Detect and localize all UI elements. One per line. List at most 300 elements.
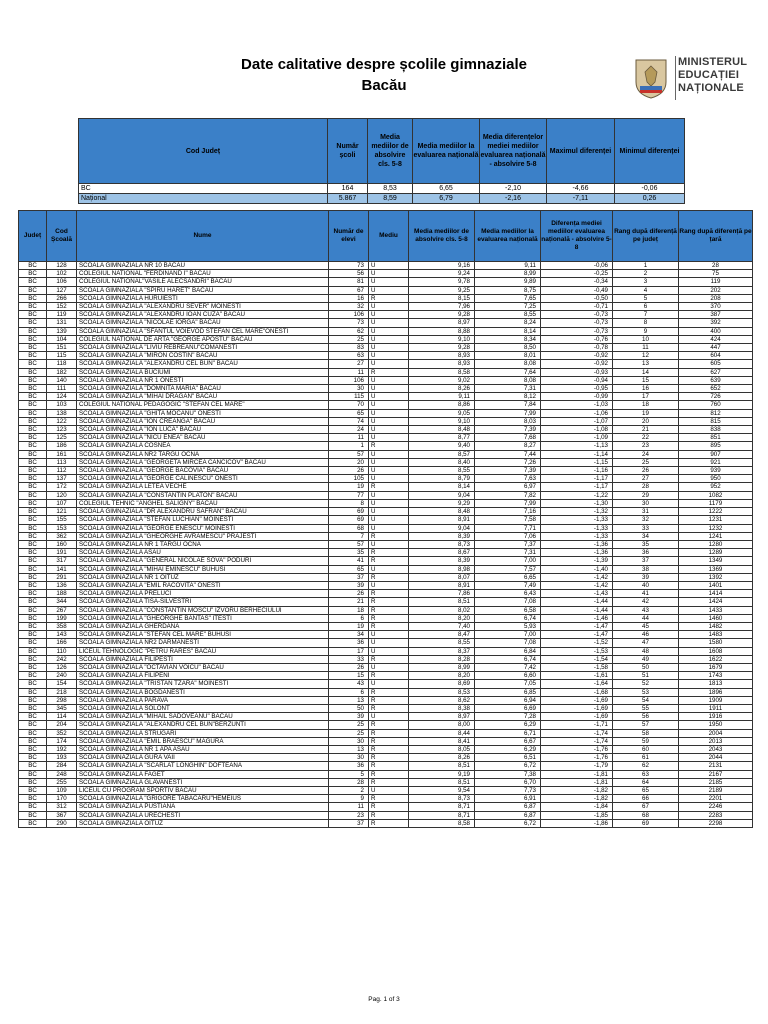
table-cell: 11 [329, 803, 369, 811]
table-cell: 370 [679, 303, 753, 311]
table-cell: 9,02 [409, 376, 475, 384]
table-cell: 8,91 [409, 581, 475, 589]
table-cell: 7,63 [475, 475, 541, 483]
table-cell: 27 [613, 475, 679, 483]
table-cell: -1,33 [541, 532, 613, 540]
table-header-cell: Nume [77, 211, 329, 262]
table-cell: SCOALA GIMNAZIALA "SFANTUL VOIEVOD STEFAN CEL MARE"ONESTI [77, 327, 329, 335]
table-cell: 6 [329, 614, 369, 622]
summary-cell: 6,65 [413, 184, 480, 194]
table-cell: U [369, 327, 409, 335]
table-cell: COLEGIUL NATIONAL"VASILE ALECSANDRI" BACAU [77, 278, 329, 286]
table-cell: 6,71 [475, 729, 541, 737]
table-cell: -1,69 [541, 713, 613, 721]
table-cell: SCOALA GIMNAZIALA NR 1 OITUZ [77, 573, 329, 581]
table-cell: BC [19, 549, 47, 557]
table-cell: BC [19, 622, 47, 630]
table-cell: 131 [47, 319, 77, 327]
table-cell: 7,16 [475, 508, 541, 516]
table-cell: BC [19, 631, 47, 639]
table-cell: 45 [613, 622, 679, 630]
table-cell: BC [19, 499, 47, 507]
table-cell: 103 [47, 401, 77, 409]
table-cell: 5,93 [475, 622, 541, 630]
table-cell: BC [19, 819, 47, 827]
table-cell: 8 [613, 319, 679, 327]
table-row [19, 458, 753, 466]
table-cell: 8,75 [475, 286, 541, 294]
table-cell: 62 [613, 762, 679, 770]
table-row [19, 327, 753, 335]
summary-header-cell: Minimul diferenței [615, 119, 685, 184]
table-cell: 1813 [679, 680, 753, 688]
table-cell: 1483 [679, 631, 753, 639]
table-cell: 26 [329, 590, 369, 598]
table-cell: 8,01 [475, 352, 541, 360]
table-cell: 38 [613, 565, 679, 573]
table-cell: -0,73 [541, 319, 613, 327]
table-cell: SCOALA GIMNAZIALA "LIVIU REBREANU"COMANESTI [77, 344, 329, 352]
table-cell: -1,17 [541, 483, 613, 491]
table-cell: 111 [47, 385, 77, 393]
table-cell: 106 [329, 311, 369, 319]
table-cell: 63 [613, 770, 679, 778]
table-cell: 8,55 [409, 467, 475, 475]
table-cell: -1,15 [541, 458, 613, 466]
table-cell: 344 [47, 598, 77, 606]
table-cell: 49 [613, 655, 679, 663]
table-cell: BC [19, 811, 47, 819]
table-cell: 106 [47, 278, 77, 286]
table-cell: 7,71 [475, 524, 541, 532]
table-cell: SCOALA GIMNAZIALA "GENERAL NICOLAE SOVA" PODURI [77, 557, 329, 565]
table-row [19, 376, 753, 384]
table-cell: 199 [47, 614, 77, 622]
table-cell: 7 [613, 311, 679, 319]
summary-header-cell: Media diferențelor mediei mediilor evaluarea națională - absolvire 5-8 [480, 119, 547, 184]
table-cell: 2131 [679, 762, 753, 770]
table-cell: 113 [47, 458, 77, 466]
table-cell: SCOALA GIMNAZIALA OITUZ [77, 819, 329, 827]
table-cell: 1608 [679, 647, 753, 655]
table-cell: U [369, 303, 409, 311]
table-cell: 63 [329, 352, 369, 360]
table-cell: 170 [47, 795, 77, 803]
table-cell: 1392 [679, 573, 753, 581]
table-cell: 9 [613, 327, 679, 335]
table-cell: 46 [613, 631, 679, 639]
table-cell: -0,25 [541, 270, 613, 278]
table-cell: 8,91 [409, 516, 475, 524]
table-cell: 204 [47, 721, 77, 729]
table-cell: 43 [613, 606, 679, 614]
table-cell: 1179 [679, 499, 753, 507]
table-row [19, 516, 753, 524]
table-cell: 33 [329, 655, 369, 663]
table-cell: U [369, 787, 409, 795]
table-cell: SCOALA GIMNAZIALA "GHITA MOCANU" ONESTI [77, 409, 329, 417]
table-cell: 7,05 [475, 680, 541, 688]
table-cell: R [369, 762, 409, 770]
table-cell: 16 [613, 385, 679, 393]
table-row [19, 499, 753, 507]
table-cell: 1231 [679, 516, 753, 524]
table-cell: 48 [613, 647, 679, 655]
table-cell: -1,47 [541, 631, 613, 639]
table-cell: 39 [329, 713, 369, 721]
table-cell: 9,04 [409, 524, 475, 532]
table-cell: 143 [47, 631, 77, 639]
table-cell: U [369, 262, 409, 270]
schools-table [18, 210, 753, 828]
table-header-cell: Media mediilor la evaluarea națională [475, 211, 541, 262]
table-cell: 30 [329, 385, 369, 393]
table-cell: 7,08 [475, 598, 541, 606]
table-cell: 9,11 [409, 393, 475, 401]
table-row [19, 745, 753, 753]
table-cell: 8 [329, 499, 369, 507]
table-row [19, 352, 753, 360]
table-cell: 208 [679, 294, 753, 302]
table-cell: 8,99 [475, 270, 541, 278]
table-cell: -1,76 [541, 754, 613, 762]
table-cell: 202 [679, 286, 753, 294]
summary-cell: 5.867 [328, 194, 368, 204]
table-cell: -1,68 [541, 688, 613, 696]
table-cell: SCOALA GIMNAZIALA BOGDANESTI [77, 688, 329, 696]
table-row [19, 303, 753, 311]
table-header-cell: Diferența mediei mediilor evaluarea națională - absolvire 5-8 [541, 211, 613, 262]
table-cell: 57 [329, 540, 369, 548]
table-cell: R [369, 573, 409, 581]
table-cell: BC [19, 475, 47, 483]
table-row [19, 491, 753, 499]
table-cell: -1,79 [541, 762, 613, 770]
table-cell: -1,44 [541, 606, 613, 614]
table-cell: U [369, 319, 409, 327]
table-row [19, 729, 753, 737]
table-cell: BC [19, 655, 47, 663]
table-cell: 17 [613, 393, 679, 401]
table-cell: 8,69 [409, 680, 475, 688]
table-cell: 32 [329, 303, 369, 311]
table-cell: 7,08 [475, 639, 541, 647]
table-cell: -1,17 [541, 475, 613, 483]
table-row [19, 417, 753, 425]
table-cell: 8,58 [409, 368, 475, 376]
table-cell: BC [19, 778, 47, 786]
table-cell: 6,43 [475, 590, 541, 598]
table-cell: 13 [613, 360, 679, 368]
table-cell: 367 [47, 811, 77, 819]
table-cell: R [369, 819, 409, 827]
table-cell: 9,28 [409, 311, 475, 319]
table-cell: 36 [329, 639, 369, 647]
table-cell: 26 [329, 663, 369, 671]
table-cell: 8,07 [409, 573, 475, 581]
table-cell: U [369, 631, 409, 639]
table-cell: R [369, 737, 409, 745]
table-cell: BC [19, 426, 47, 434]
table-cell: BC [19, 573, 47, 581]
table-cell: -1,42 [541, 581, 613, 589]
table-cell: BC [19, 360, 47, 368]
table-row [19, 795, 753, 803]
table-cell: 8,55 [475, 311, 541, 319]
table-cell: SCOALA GIMNAZIALA "GEORGE BACOVIA" BACAU [77, 467, 329, 475]
table-row [19, 803, 753, 811]
table-cell: SCOALA GIMNAZIALA URECHESTI [77, 811, 329, 819]
table-cell: R [369, 770, 409, 778]
table-cell: 6,91 [475, 795, 541, 803]
table-cell: BC [19, 483, 47, 491]
table-cell: 291 [47, 573, 77, 581]
summary-header-cell: Maximul diferenței [547, 119, 615, 184]
table-cell: 345 [47, 704, 77, 712]
table-cell: 126 [47, 663, 77, 671]
table-cell: R [369, 294, 409, 302]
table-cell: 7,31 [475, 549, 541, 557]
table-cell: SCOALA GIMNAZIALA "STEFAN LUCHIAN" MOINESTI [77, 516, 329, 524]
table-row [19, 335, 753, 343]
table-cell: 61 [613, 754, 679, 762]
table-cell: -1,74 [541, 729, 613, 737]
table-cell: U [369, 491, 409, 499]
table-row [19, 286, 753, 294]
table-cell: U [369, 639, 409, 647]
table-row [19, 368, 753, 376]
summary-cell: 8,59 [368, 194, 413, 204]
table-cell: 30 [329, 737, 369, 745]
table-cell: R [369, 614, 409, 622]
table-cell: SCOALA GIMNAZIALA "GHEORGHE AVRAMESCU" PRAJESTI [77, 532, 329, 540]
table-cell: 8,39 [409, 532, 475, 540]
table-cell: BC [19, 294, 47, 302]
table-cell: 4 [613, 286, 679, 294]
table-cell: 105 [329, 475, 369, 483]
table-cell: SCOALA GIMNAZIALA NR 1 ONESTI [77, 376, 329, 384]
table-cell: BC [19, 376, 47, 384]
table-row [19, 311, 753, 319]
table-cell: 32 [613, 516, 679, 524]
table-cell: 140 [47, 376, 77, 384]
table-cell: SCOALA GIMNAZIALA COSNEA [77, 442, 329, 450]
table-cell: 1414 [679, 590, 753, 598]
table-cell: 6 [329, 688, 369, 696]
table-cell: 7,58 [475, 516, 541, 524]
table-cell: 9,16 [409, 262, 475, 270]
table-cell: 31 [613, 508, 679, 516]
table-cell: BC [19, 540, 47, 548]
table-cell: SCOALA GIMNAZIALA "ION CREANGA" BACAU [77, 417, 329, 425]
table-cell: BC [19, 606, 47, 614]
table-cell: SCOALA GIMNAZIALA PUSTIANA [77, 803, 329, 811]
table-cell: 7,68 [475, 434, 541, 442]
table-cell: SCOALA GIMNAZIALA "GRIGORE TABACARU"HEMEIUS [77, 795, 329, 803]
table-cell: -1,71 [541, 721, 613, 729]
table-cell: -0,34 [541, 278, 613, 286]
table-cell: 7,86 [409, 590, 475, 598]
table-cell: 13 [329, 696, 369, 704]
summary-table [78, 118, 685, 204]
table-cell: 760 [679, 401, 753, 409]
table-cell: 8,27 [475, 442, 541, 450]
table-cell: 726 [679, 393, 753, 401]
table-row [19, 647, 753, 655]
table-cell: 174 [47, 737, 77, 745]
table-cell: 8,73 [409, 795, 475, 803]
table-cell: SCOALA GIMNAZIALA "GEORGE ENESCU" MOINESTI [77, 524, 329, 532]
table-cell: 52 [613, 680, 679, 688]
table-cell: -1,08 [541, 426, 613, 434]
table-cell: 312 [47, 803, 77, 811]
table-row [19, 540, 753, 548]
table-cell: BC [19, 270, 47, 278]
table-cell: 2185 [679, 778, 753, 786]
table-cell: -1,64 [541, 680, 613, 688]
table-cell: BC [19, 319, 47, 327]
table-cell: 20 [613, 417, 679, 425]
table-cell: 652 [679, 385, 753, 393]
table-cell: -1,33 [541, 516, 613, 524]
table-cell: 352 [47, 729, 77, 737]
table-cell: 66 [613, 795, 679, 803]
table-cell: SCOALA GIMNAZIALA NR 1 TARGU OCNA [77, 540, 329, 548]
table-cell: -1,76 [541, 745, 613, 753]
table-row [19, 401, 753, 409]
table-cell: U [369, 311, 409, 319]
table-row [19, 778, 753, 786]
table-cell: SCOALA GIMNAZIALA FILIPESTI [77, 655, 329, 663]
table-cell: 851 [679, 434, 753, 442]
table-cell: 2 [329, 787, 369, 795]
table-cell: 62 [329, 327, 369, 335]
summary-cell: 0,26 [615, 194, 685, 204]
table-cell: 7,64 [475, 368, 541, 376]
summary-cell: 164 [328, 184, 368, 194]
table-cell: -0,73 [541, 327, 613, 335]
table-cell: 8,28 [409, 655, 475, 663]
table-row [19, 631, 753, 639]
table-cell: 191 [47, 549, 77, 557]
table-cell: 151 [47, 344, 77, 352]
table-cell: BC [19, 327, 47, 335]
table-cell: U [369, 647, 409, 655]
table-cell: 118 [47, 360, 77, 368]
table-cell: 188 [47, 590, 77, 598]
table-row [19, 713, 753, 721]
table-row [19, 409, 753, 417]
table-cell: 8,48 [409, 508, 475, 516]
table-cell: 8,20 [409, 614, 475, 622]
table-cell: 6,94 [475, 696, 541, 704]
table-cell: 267 [47, 606, 77, 614]
table-cell: 1280 [679, 540, 753, 548]
table-cell: 8,24 [475, 319, 541, 327]
table-cell: 18 [613, 401, 679, 409]
table-cell: 13 [329, 745, 369, 753]
table-cell: 8,98 [409, 565, 475, 573]
table-cell: 815 [679, 417, 753, 425]
table-cell: 266 [47, 294, 77, 302]
table-cell: 57 [329, 450, 369, 458]
table-cell: BC [19, 688, 47, 696]
table-cell: 6,67 [475, 737, 541, 745]
table-cell: 2167 [679, 770, 753, 778]
table-cell: BC [19, 524, 47, 532]
table-cell: 50 [613, 663, 679, 671]
table-cell: U [369, 385, 409, 393]
table-cell: 51 [613, 672, 679, 680]
table-cell: 6 [613, 303, 679, 311]
page-number: Pag. 1 of 3 [368, 996, 400, 1003]
table-cell: SCOALA GIMNAZIALA "ION LUCA" BACAU [77, 426, 329, 434]
table-cell: U [369, 581, 409, 589]
table-cell: BC [19, 557, 47, 565]
table-cell: 75 [679, 270, 753, 278]
table-cell: 141 [47, 565, 77, 573]
table-cell: 9,28 [409, 344, 475, 352]
table-cell: SCOALA GIMNAZIALA "ALEXANDRU SEVER" MOINESTI [77, 303, 329, 311]
table-cell: 30 [613, 499, 679, 507]
table-cell: 6,70 [475, 778, 541, 786]
table-cell: 77 [329, 491, 369, 499]
table-cell: 7,99 [475, 409, 541, 417]
table-cell: -1,53 [541, 647, 613, 655]
table-cell: 192 [47, 745, 77, 753]
table-cell: 81 [329, 278, 369, 286]
table-cell: 2283 [679, 811, 753, 819]
table-cell: 9,05 [409, 409, 475, 417]
table-cell: 53 [613, 688, 679, 696]
table-cell: BC [19, 278, 47, 286]
table-cell: 69 [329, 516, 369, 524]
table-row [19, 581, 753, 589]
table-cell: 58 [613, 729, 679, 737]
table-cell: 127 [47, 286, 77, 294]
table-cell: U [369, 516, 409, 524]
table-cell: 139 [47, 327, 77, 335]
table-cell: 43 [329, 680, 369, 688]
table-cell: 14 [613, 368, 679, 376]
table-cell: 2298 [679, 819, 753, 827]
table-cell: LICEUL TEHNOLOGIC "PETRU RARES" BACAU [77, 647, 329, 655]
summary-cell: -7,11 [547, 194, 615, 204]
table-header-cell: Rang după diferență pe țară [679, 211, 753, 262]
table-cell: -0,50 [541, 294, 613, 302]
table-cell: 317 [47, 557, 77, 565]
table-cell: 7,84 [475, 401, 541, 409]
table-cell: 2043 [679, 745, 753, 753]
table-cell: 7,39 [475, 426, 541, 434]
table-cell: U [369, 278, 409, 286]
table-cell: 114 [47, 713, 77, 721]
table-cell: U [369, 360, 409, 368]
table-cell: 7,00 [475, 631, 541, 639]
table-cell: -1,84 [541, 803, 613, 811]
table-cell: 55 [613, 704, 679, 712]
table-cell: BC [19, 442, 47, 450]
table-cell: 36 [613, 549, 679, 557]
table-cell: 9,40 [409, 442, 475, 450]
table-cell: BC [19, 795, 47, 803]
table-cell: 447 [679, 344, 753, 352]
table-cell: 29 [613, 491, 679, 499]
table-cell: -1,44 [541, 598, 613, 606]
table-cell: -1,81 [541, 770, 613, 778]
table-cell: 298 [47, 696, 77, 704]
table-cell: BC [19, 401, 47, 409]
